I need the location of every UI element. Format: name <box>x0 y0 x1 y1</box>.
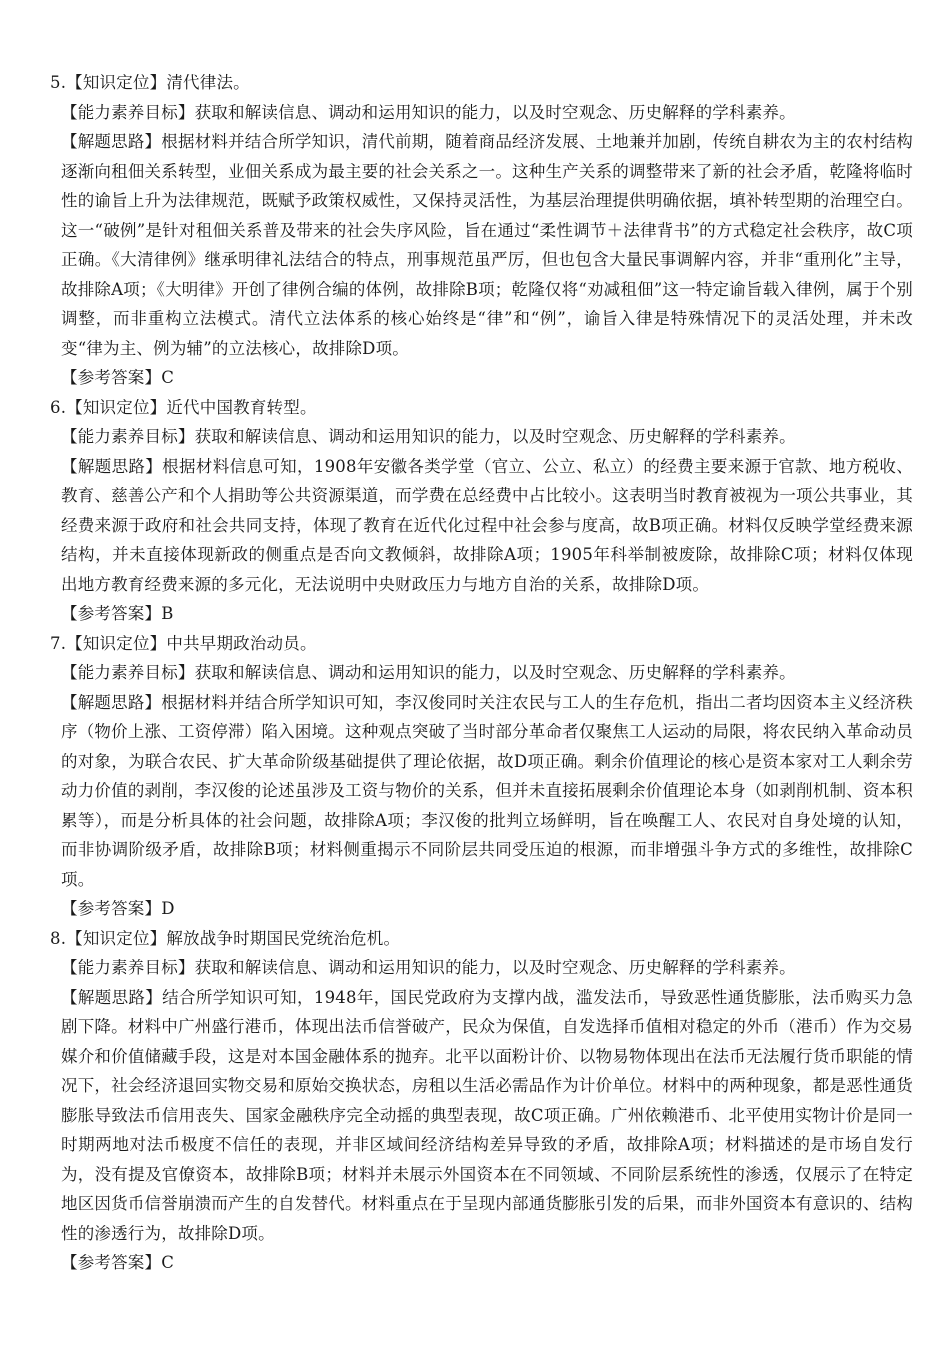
answer-label: 【参考答案】 <box>61 604 162 623</box>
solution-label: 【解题思路】 <box>61 692 162 712</box>
solution-paragraph <box>60 127 913 363</box>
solution-text: 结合所学知识可知，1948年，国民党政府为支撑内战，滥发法币，导致恶性通货膨胀，法币购买力急剧下降。材料中广州盛行港币，体现出法币信誉破产，民众为保值，自发选择币值相对稳定的外币（港币）作为交易媒介和价值储藏手段，这是对本国金融体系的抛弃。北平以面粉计价、以物易物体现出在法币无法履行货币职能的情况下，社会经济退回实物交易和原始交换状态，房租以生活必需品作为计价单位。材料中的两种现象，都是恶性通货膨胀导致法币信用丧失、国家金融秩序完全动摇的典型表现，故C项正确。广州依赖港币、北平使用实物计价是同一时期两地对法币极度不信任的表现，并非区域间经济结构差异导致的矛盾，故排除A项；材料描述的是市场自发行为，没有提及官僚资本，故排除B项；材料并未展示外国资本在不同领域、不同阶层系统性的渗透，仅展示了在特定地区因货币信誉崩溃而产生的自发替代。材料重点在于呈现内部通货膨胀引发的后果，而非外国资本有意识的、结构性的渗透行为，故排除D项。 <box>61 987 913 1243</box>
answer-line <box>60 363 913 393</box>
answer-line <box>60 894 913 924</box>
knowledge-text: 近代中国教育转型。 <box>166 397 317 417</box>
question-5 <box>50 68 914 393</box>
solution-text: 根据材料并结合所学知识可知，李汉俊同时关注农民与工人的生存危机，指出二者均因资本主义经济秩序（物价上涨、工资停滞）陷入困境。这种观点突破了当时部分革命者仅聚焦工人运动的局限，将农民纳入革命动员的对象，为联合农民、扩大革命阶级基础提供了理论依据，故D项正确。剩余价值理论的核心是资本家对工人剩余劳动力价值的剥削，李汉俊的论述虽涉及工资与物价的关系，但并未直接拓展剩余价值理论本身（如剥削机制、资本积累等），而是分析具体的社会问题，故排除A项；李汉俊的批判立场鲜明，旨在唤醒工人、农民对自身处境的认知，而非协调阶级矛盾，故排除B项；材料侧重揭示不同阶层共同受压迫的根源，而非增强斗争方式的多维性，故排除C项。 <box>61 692 914 889</box>
solution-paragraph <box>60 688 913 895</box>
question-8 <box>50 924 913 1278</box>
ability-text: 获取和解读信息、调动和运用知识的能力，以及时空观念、历史解释的学科素养。 <box>194 663 796 682</box>
answer-text: B <box>161 604 174 623</box>
ability-line <box>60 422 913 452</box>
knowledge-label: 【知识定位】 <box>66 397 167 417</box>
question-number: 7. <box>50 633 67 653</box>
ability-text: 获取和解读信息、调动和运用知识的能力，以及时空观念、历史解释的学科素养。 <box>194 102 796 122</box>
solution-text: 根据材料并结合所学知识，清代前期，随着商品经济发展、土地兼并加剧，传统自耕农为主的农村结构逐渐向租佃关系转型，业佃关系成为最主要的社会关系之一。这种生产关系的调整带来了新的社会矛盾，乾隆将临时性的谕旨上升为法律规范，既赋予政策权威性，又保持灵活性，为基层治理提供明确依据，填补转型期的治理空白。这一“破例”是针对租佃关系普及带来的社会失序风险，旨在通过“柔性调节＋法律背书”的方式稳定社会秩序，故C项正确。《大清律例》继承明律礼法结合的特点，刑事规范虽严厉，但也包含大量民事调解内容，并非“重刑化”主导，故排除A项；《大明律》开创了律例合编的体例，故排除B项；乾隆仅将“劝减租佃”这一特定谕旨载入律例，属于个别调整，而非重构立法模式。清代立法体系的核心始终是“律”和“例”，谕旨入律是特殊情况下的灵活处理，并未改变“律为主、例为辅”的立法核心，故排除D项。 <box>61 132 914 358</box>
question-number: 6. <box>50 397 67 417</box>
knowledge-line <box>50 393 913 423</box>
knowledge-line <box>50 629 913 659</box>
answer-text: D <box>161 899 175 918</box>
solution-paragraph <box>60 983 913 1249</box>
knowledge-label: 【知识定位】 <box>66 928 167 948</box>
solution-paragraph <box>60 452 913 600</box>
ability-text: 获取和解读信息、调动和运用知识的能力，以及时空观念、历史解释的学科素养。 <box>194 958 796 977</box>
knowledge-line <box>50 924 913 954</box>
ability-label: 【能力素养目标】 <box>61 427 195 446</box>
answer-label: 【参考答案】 <box>61 1253 162 1272</box>
question-6 <box>50 393 913 629</box>
knowledge-text: 中共早期政治动员。 <box>166 633 317 653</box>
solution-text: 根据材料信息可知，1908年安徽各类学堂（官立、公立、私立）的经费主要来源于官款、地方税收、教育、慈善公产和个人捐助等公共资源渠道，而学费在总经费中占比较小。这表明当时教育被视为一项公共事业，其经费来源于政府和社会共同支持，体现了教育在近代化过程中社会参与度高，故B项正确。材料仅反映学堂经费来源结构，并未直接体现新政的侧重点是否向文教倾斜，故排除A项；1905年科举制被废除，故排除C项；材料仅体现出地方教育经费来源的多元化，无法说明中央财政压力与地方自治的关系，故排除D项。 <box>61 456 913 594</box>
solution-label: 【解题思路】 <box>61 132 162 151</box>
solution-label: 【解题思路】 <box>61 987 163 1007</box>
ability-label: 【能力素养目标】 <box>61 663 195 682</box>
ability-line <box>60 98 913 128</box>
knowledge-label: 【知识定位】 <box>66 73 167 92</box>
question-number: 8. <box>50 928 67 948</box>
knowledge-line <box>50 68 913 98</box>
ability-label: 【能力素养目标】 <box>61 102 195 122</box>
answer-explanation-page <box>50 68 914 1278</box>
solution-label: 【解题思路】 <box>61 456 163 476</box>
answer-text: C <box>161 368 175 387</box>
question-number: 5. <box>50 73 67 92</box>
ability-label: 【能力素养目标】 <box>61 958 195 977</box>
answer-line <box>60 599 913 629</box>
answer-label: 【参考答案】 <box>61 899 162 918</box>
ability-text: 获取和解读信息、调动和运用知识的能力，以及时空观念、历史解释的学科素养。 <box>194 427 796 446</box>
question-7 <box>50 629 914 924</box>
answer-label: 【参考答案】 <box>61 368 162 387</box>
ability-line <box>60 953 913 983</box>
knowledge-text: 清代律法。 <box>166 73 250 92</box>
answer-line <box>60 1248 913 1278</box>
knowledge-label: 【知识定位】 <box>66 633 167 653</box>
knowledge-text: 解放战争时期国民党统治危机。 <box>166 928 401 948</box>
ability-line <box>60 658 913 688</box>
answer-text: C <box>161 1253 175 1272</box>
